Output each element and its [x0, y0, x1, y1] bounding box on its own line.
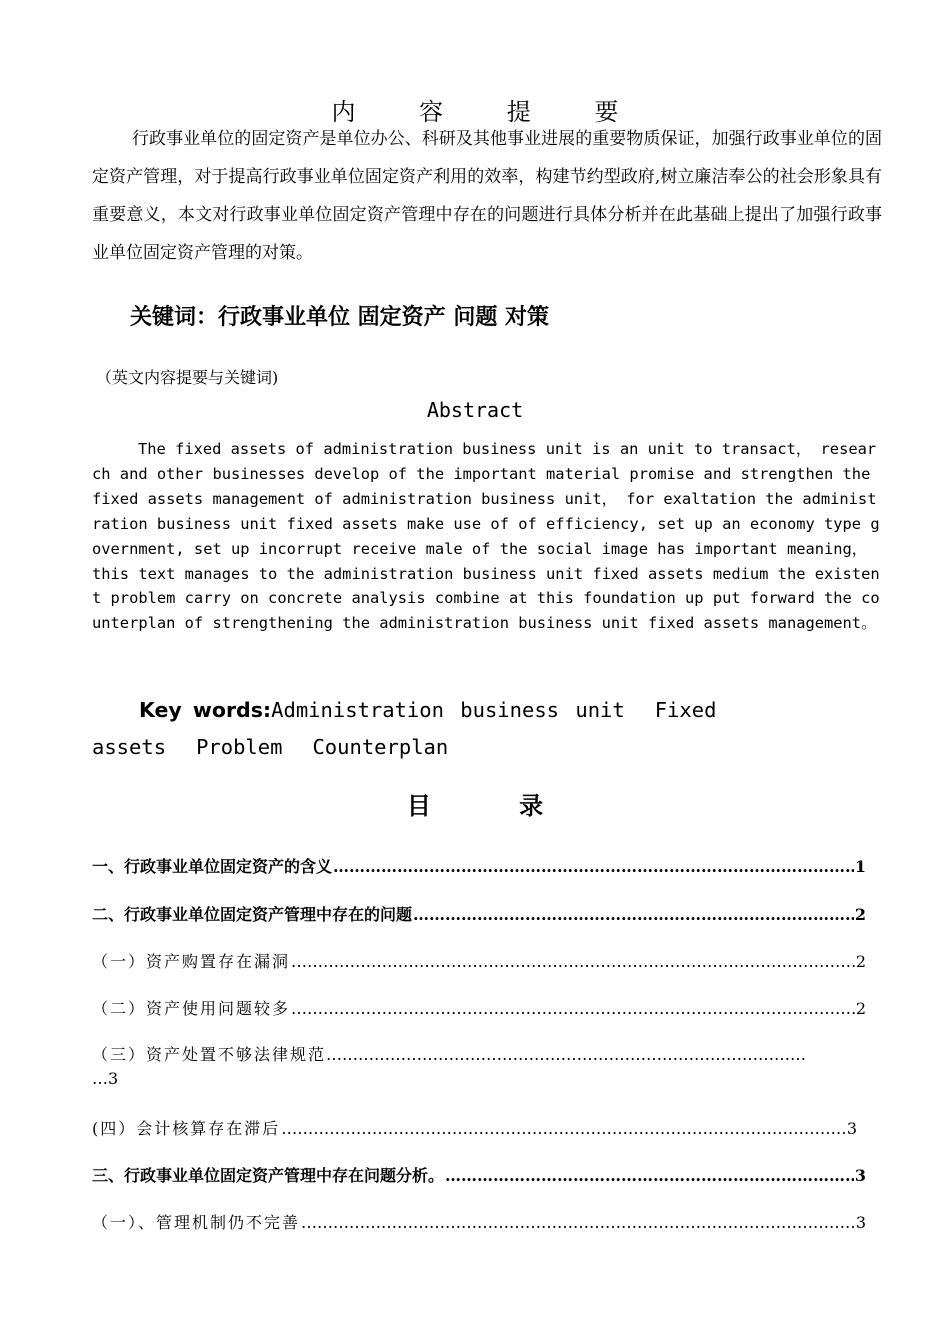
keyword-item: Fixed assets [92, 698, 717, 759]
toc-entry-text: 二、行政事业单位固定资产管理中存在的问题 [92, 905, 413, 924]
keywords-en-label: Key words: [139, 698, 272, 722]
toc-leader [445, 1166, 854, 1185]
toc-entry[interactable] [92, 996, 866, 1019]
toc-page-number: 3 [108, 1069, 121, 1088]
abstract-title: Abstract [426, 398, 524, 422]
keywords-zh: 关键词：行政事业单位 固定资产 问题 对策 [130, 305, 549, 330]
toc-leader [291, 952, 855, 971]
toc-entry-text: 三、行政事业单位固定资产管理中存在问题分析。 [92, 1166, 445, 1185]
keywords-en [92, 692, 882, 766]
summary-title: 内 容 提 要 [331, 98, 647, 126]
english-abstract-note: （英文内容提要与关键词) [96, 368, 279, 387]
toc-page-number: 2 [855, 999, 866, 1018]
toc-title: 目 录 [406, 792, 584, 820]
toc-leader [281, 1119, 846, 1138]
abstract-paragraph: The fixed assets of administration business unit is an unit to transact， research and other businesses develop of the important material promise and strengthen the fixed assets management of administration business unit， for exaltation the administration business unit fixed assets make use of of efficiency, set up an economy type government, set up incorrupt receive male of the social image has important meaning， this text manages to the administration business unit fixed assets medium the existent problem carry on concrete analysis combine at this foundation up put forward the counterplan of strengthening the administration business unit fixed assets management。 [92, 440, 880, 633]
toc-page-number: 2 [855, 952, 866, 971]
toc-entry-text: （一）、管理机制仍不完善 [92, 1213, 301, 1232]
toc-entry[interactable] [92, 949, 866, 972]
keyword-item: Problem [196, 735, 283, 759]
keyword-item: Counterplan [312, 735, 449, 759]
toc-leader: ……………………………………………………………………………… … [92, 1045, 807, 1088]
toc-page-number: 3 [846, 1119, 857, 1138]
toc-entry[interactable] [92, 1116, 857, 1139]
toc-entry[interactable] [92, 1210, 866, 1233]
toc-page-number: 1 [854, 857, 866, 876]
summary-paragraph: 行政事业单位的固定资产是单位办公、科研及其他事业进展的重要物质保证，加强行政事业单位的固定资产管理，对于提高行政事业单位固定资产利用的效率，构建节约型政府,树立廉洁奉公的社会形象具有重要意义，本文对行政事业单位固定资产管理中存在的问题进行具体分析并在此基础上提出了加强行政事业单位固定资产管理的对策。 [92, 129, 882, 263]
toc-entry[interactable] [92, 1163, 866, 1186]
toc-entry[interactable] [92, 854, 866, 877]
toc-entry-text: 一、行政事业单位固定资产的含义 [92, 857, 333, 876]
toc-entry-text: (四）会计核算存在滞后 [92, 1119, 281, 1138]
toc-entry[interactable] [92, 1043, 882, 1091]
toc-entry[interactable] [92, 902, 866, 925]
keyword-item: Administration business unit [271, 698, 625, 722]
toc-entry-text: （二）资产使用问题较多 [92, 999, 291, 1018]
toc-page-number: 3 [854, 1166, 866, 1185]
toc-entry-text: （一）资产购置存在漏洞 [92, 952, 291, 971]
toc-page-number: 2 [854, 905, 866, 924]
toc-entry-text: （三）资产处置不够法律规范 [92, 1045, 327, 1064]
toc-leader [301, 1213, 855, 1232]
toc-leader [291, 999, 855, 1018]
toc-page-number: 3 [855, 1213, 866, 1232]
toc-leader [413, 905, 854, 924]
toc-leader [333, 857, 854, 876]
